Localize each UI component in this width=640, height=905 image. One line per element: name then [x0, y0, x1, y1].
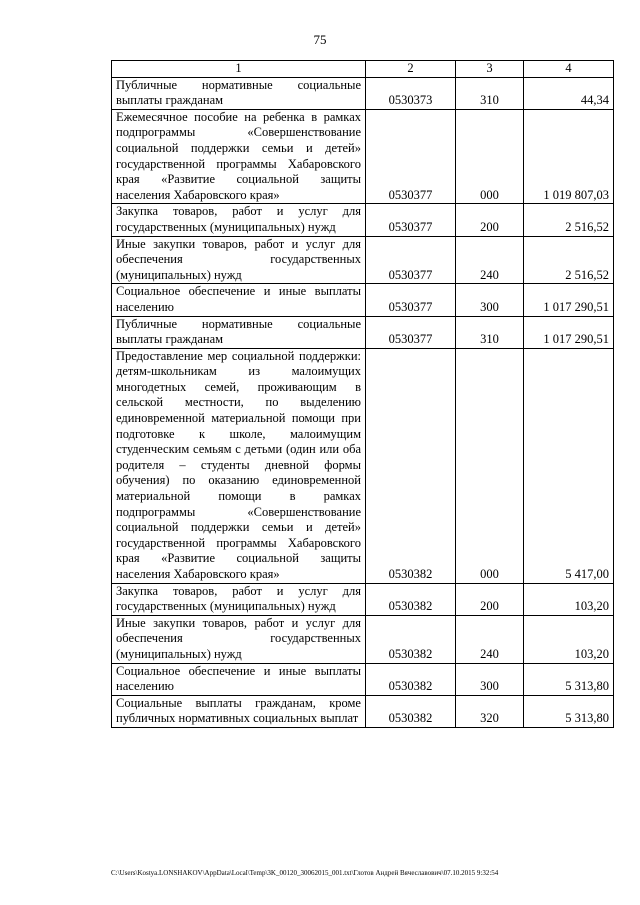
amount: 44,34 — [524, 77, 614, 109]
target-code: 0530377 — [366, 316, 456, 348]
table-header-row — [112, 61, 614, 78]
target-code: 0530382 — [366, 615, 456, 663]
target-code: 0530382 — [366, 663, 456, 695]
target-code: 0530377 — [366, 236, 456, 284]
expense-type: 000 — [456, 109, 524, 204]
expense-type: 240 — [456, 615, 524, 663]
expense-type: 200 — [456, 583, 524, 615]
item-name: Социальное обеспечение и иные выплаты населению — [112, 284, 366, 316]
amount: 1 017 290,51 — [524, 284, 614, 316]
expense-type: 310 — [456, 77, 524, 109]
table-row — [112, 109, 614, 204]
table-row — [112, 615, 614, 663]
amount: 1 017 290,51 — [524, 316, 614, 348]
amount: 1 019 807,03 — [524, 109, 614, 204]
amount: 2 516,52 — [524, 236, 614, 284]
table-row — [112, 583, 614, 615]
item-name: Социальные выплаты гражданам, кроме публичных нормативных социальных выплат — [112, 695, 366, 727]
column-header: 3 — [456, 61, 524, 78]
column-header: 2 — [366, 61, 456, 78]
target-code: 0530382 — [366, 695, 456, 727]
table-row — [112, 663, 614, 695]
target-code: 0530377 — [366, 204, 456, 236]
budget-table — [111, 60, 614, 728]
item-name: Закупка товаров, работ и услуг для государственных (муниципальных) нужд — [112, 583, 366, 615]
table-row — [112, 204, 614, 236]
expense-type: 300 — [456, 284, 524, 316]
item-name: Закупка товаров, работ и услуг для государственных (муниципальных) нужд — [112, 204, 366, 236]
expense-type: 320 — [456, 695, 524, 727]
expense-type: 200 — [456, 204, 524, 236]
expense-type: 310 — [456, 316, 524, 348]
item-name: Публичные нормативные социальные выплаты гражданам — [112, 77, 366, 109]
target-code: 0530373 — [366, 77, 456, 109]
item-name: Иные закупки товаров, работ и услуг для обеспечения государственных (муниципальных) нужд — [112, 615, 366, 663]
table-row — [112, 316, 614, 348]
target-code: 0530377 — [366, 284, 456, 316]
expense-type: 000 — [456, 348, 524, 583]
amount: 2 516,52 — [524, 204, 614, 236]
expense-type: 300 — [456, 663, 524, 695]
item-name: Публичные нормативные социальные выплаты гражданам — [112, 316, 366, 348]
amount: 5 417,00 — [524, 348, 614, 583]
amount: 5 313,80 — [524, 663, 614, 695]
table-row — [112, 236, 614, 284]
target-code: 0530377 — [366, 109, 456, 204]
item-name: Иные закупки товаров, работ и услуг для обеспечения государственных (муниципальных) нужд — [112, 236, 366, 284]
item-name: Социальное обеспечение и иные выплаты населению — [112, 663, 366, 695]
target-code: 0530382 — [366, 583, 456, 615]
table-row — [112, 284, 614, 316]
column-header: 4 — [524, 61, 614, 78]
table-row — [112, 695, 614, 727]
table-row — [112, 77, 614, 109]
page-number: 75 — [313, 32, 327, 47]
column-header: 1 — [112, 61, 366, 78]
item-name: Ежемесячное пособие на ребенка в рамках подпрограммы «Совершенствование социальной поддержки семьи и детей» государственной программы Хабаровского края «Развитие социальной защиты населения Хабаровского края» — [112, 109, 366, 204]
amount: 103,20 — [524, 583, 614, 615]
amount: 5 313,80 — [524, 695, 614, 727]
table-row — [112, 348, 614, 583]
amount: 103,20 — [524, 615, 614, 663]
target-code: 0530382 — [366, 348, 456, 583]
file-path-footer: C:\Users\Kostya.LONSHAKOV\AppData\Local\Temp\3K_00120_30062015_001.txt\Глотов Андрей Вячеславович\07.10.2015 9:32:54 — [111, 869, 499, 877]
expense-type: 240 — [456, 236, 524, 284]
item-name: Предоставление мер социальной поддержки: детям-школьникам из малоимущих многодетных семей, проживающим в сельской местности, по выделению единовременной материальной помощи при подготовке к школе, малоимущим студенческим семьям с детьми (один или оба родителя – студенты дневной формы обучения) по оказанию единовременной материальной помощи в рамках подпрограммы «Совершенствование социальной поддержки семьи и детей» государственной программы Хабаровского края «Развитие социальной защиты населения Хабаровского края» — [112, 348, 366, 583]
